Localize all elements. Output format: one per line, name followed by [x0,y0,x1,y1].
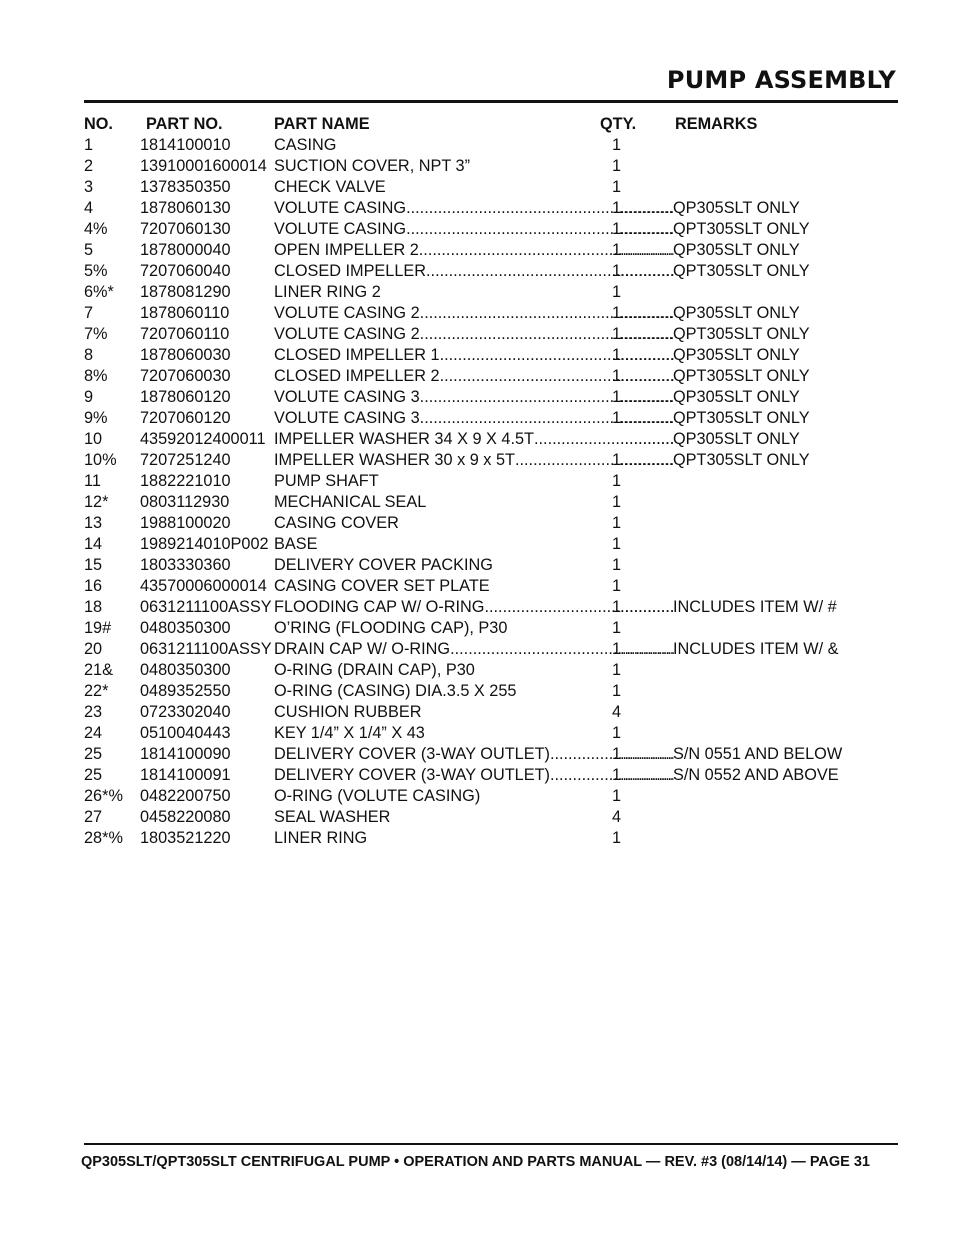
table-row [84,618,864,639]
page-title: PUMP ASSEMBLY [666,66,896,94]
table-row [84,261,864,282]
row-part-name: CHECK VALVE [274,178,386,196]
table-row [84,156,864,177]
row-part-name: DRAIN CAP W/ O-RING [274,640,451,658]
dot-leader-remarks [620,765,673,786]
table-row [84,429,864,450]
row-part-name: SUCTION COVER, NPT 3” [274,157,471,175]
row-part-name: DELIVERY COVER (3-WAY OUTLET) [274,766,550,784]
row-part-name: CASING COVER SET PLATE [274,577,490,595]
dot-leader-remarks [620,303,673,324]
row-no: 28*% [84,829,123,847]
row-remarks: QPT305SLT ONLY [673,262,810,280]
table-row [84,471,864,492]
row-part-no: 1878060130 [140,199,231,217]
row-no: 9 [84,388,94,406]
row-part-no: 0482200750 [140,787,231,805]
table-row [84,492,864,513]
row-no: 7% [84,325,108,343]
table-row [84,828,864,849]
row-part-no: 0723302040 [140,703,231,721]
title-rule [84,100,898,103]
row-qty: 1 [612,619,622,637]
row-qty: 1 [612,241,622,259]
row-part-no: 1878060110 [140,304,230,322]
row-part-no: 1803521220 [140,829,231,847]
row-remarks: QP305SLT ONLY [673,388,800,406]
row-part-name: O-RING (CASING) DIA.3.5 X 255 [274,682,517,700]
dot-leader-remarks [620,219,673,240]
row-remarks: QPT305SLT ONLY [673,325,810,343]
row-qty: 1 [612,409,622,427]
table-row [84,765,864,786]
row-no: 23 [84,703,103,721]
table-row [84,555,864,576]
table-body [84,135,864,849]
page-footer: QP305SLT/QPT305SLT CENTRIFUGAL PUMP • OPERATION AND PARTS MANUAL — REV. #3 (08/14/14) — PAGE 31 [80,1154,870,1170]
row-part-no: 7207060120 [140,409,231,427]
table-row [84,702,864,723]
footer-rule [84,1143,898,1145]
dot-leader-remarks [620,429,673,450]
dot-leader-remarks [620,345,673,366]
row-qty: 4 [612,703,622,721]
row-no: 7 [84,304,94,322]
row-remarks: QP305SLT ONLY [673,430,800,448]
row-part-no: 1878060030 [140,346,231,364]
row-part-name: O-RING (VOLUTE CASING) [274,787,481,805]
row-no: 22* [84,682,109,700]
row-no: 4% [84,220,108,238]
dot-leader-remarks [620,261,673,282]
table-row [84,282,864,303]
table-row [84,198,864,219]
table-row [84,786,864,807]
dot-leader-remarks [620,744,673,765]
row-part-no: 7207060130 [140,220,231,238]
row-part-no: 0480350300 [140,661,231,679]
row-qty: 1 [612,661,622,679]
row-part-no: 1989214010P002 [140,535,269,553]
row-no: 8 [84,346,94,364]
row-part-no: 1878000040 [140,241,231,259]
row-no: 6%* [84,283,114,301]
table-row [84,135,864,156]
row-no: 16 [84,577,103,595]
row-no: 4 [84,199,94,217]
row-qty: 1 [612,598,622,616]
row-part-no: 1814100010 [140,136,231,154]
row-no: 5% [84,262,108,280]
row-no: 24 [84,724,103,742]
row-remarks: QPT305SLT ONLY [673,367,810,385]
row-part-name: CLOSED IMPELLER 1 [274,346,440,364]
row-no: 25 [84,766,103,784]
row-part-no: 43592012400011 [140,430,266,448]
row-qty: 1 [612,367,622,385]
row-no: 2 [84,157,94,175]
row-part-name: O’RING (FLOODING CAP), P30 [274,619,508,637]
row-qty: 1 [612,640,622,658]
row-part-name: OPEN IMPELLER 2 [274,241,419,259]
table-row [84,177,864,198]
table-row [84,576,864,597]
row-qty: 1 [612,577,622,595]
row-qty: 1 [612,556,622,574]
row-qty: 1 [612,787,622,805]
dot-leader-remarks [620,240,673,261]
row-remarks: QP305SLT ONLY [673,241,800,259]
row-part-no: 13910001600014 [140,157,267,175]
row-qty: 1 [612,178,622,196]
row-part-name: KEY 1/4” X 1/4” X 43 [274,724,425,742]
row-part-name: O-RING (DRAIN CAP), P30 [274,661,475,679]
table-row [84,408,864,429]
dot-leader-remarks [620,450,673,471]
dot-leader-remarks [620,387,673,408]
row-remarks: QP305SLT ONLY [673,304,800,322]
row-no: 14 [84,535,103,553]
row-part-name-leader [274,429,674,450]
row-part-name: CASING COVER [274,514,399,532]
row-part-no: 0458220080 [140,808,231,826]
row-no: 5 [84,241,94,259]
row-part-name: BASE [274,535,318,553]
table-row [84,366,864,387]
row-no: 13 [84,514,103,532]
row-part-no: 0510040443 [140,724,231,742]
row-part-no: 1878060120 [140,388,231,406]
row-remarks: INCLUDES ITEM W/ # [673,598,837,616]
row-qty: 1 [612,199,622,217]
row-part-name: VOLUTE CASING [274,220,407,238]
row-qty: 1 [612,682,622,700]
table-header [84,114,864,135]
dot-leader-remarks [620,639,673,660]
row-qty: 1 [612,157,622,175]
row-qty: 1 [612,829,622,847]
row-part-no: 0631211100ASSY [140,598,272,616]
row-part-name: VOLUTE CASING [274,199,407,217]
row-qty: 1 [612,451,622,469]
row-part-name: VOLUTE CASING 2 [274,325,420,343]
row-remarks: S/N 0551 AND BELOW [673,745,843,763]
header-qty: QTY. [600,115,637,133]
dot-leader-remarks [620,597,673,618]
row-no: 10% [84,451,117,469]
row-part-name: SEAL WASHER [274,808,391,826]
row-part-name: CUSHION RUBBER [274,703,422,721]
row-part-name: MECHANICAL SEAL [274,493,427,511]
row-part-no: 7207251240 [140,451,231,469]
row-qty: 1 [612,262,622,280]
row-no: 8% [84,367,108,385]
row-part-name: CLOSED IMPELLER 2 [274,367,440,385]
row-no: 12* [84,493,109,511]
row-part-name: CLOSED IMPELLER [274,262,427,280]
row-no: 19# [84,619,112,637]
dot-leader-remarks [620,366,673,387]
row-qty: 1 [612,346,622,364]
header-part-no: PART NO. [146,115,223,133]
row-qty: 1 [612,724,622,742]
row-part-name: DELIVERY COVER PACKING [274,556,493,574]
table-row [84,345,864,366]
row-qty: 1 [612,325,622,343]
header-part-name: PART NAME [274,115,370,133]
row-part-no: 1378350350 [140,178,231,196]
table-row [84,744,864,765]
row-part-no: 1988100020 [140,514,231,532]
row-part-name: CASING [274,136,337,154]
table-row [84,324,864,345]
row-part-name: IMPELLER WASHER 30 x 9 x 5T [274,451,515,469]
row-part-name: VOLUTE CASING 3 [274,388,420,406]
parts-table [84,114,864,849]
row-no: 18 [84,598,103,616]
dot-leader-remarks [620,198,673,219]
row-part-no: 1814100090 [140,745,231,763]
row-no: 21& [84,661,113,679]
row-no: 9% [84,409,108,427]
table-row [84,660,864,681]
row-no: 20 [84,640,103,658]
row-part-no: 0489352550 [140,682,231,700]
row-no: 10 [84,430,103,448]
row-remarks: QPT305SLT ONLY [673,451,810,469]
row-qty: 4 [612,808,622,826]
row-no: 15 [84,556,103,574]
table-row [84,534,864,555]
row-part-no: 1882221010 [140,472,231,490]
row-part-name: IMPELLER WASHER 34 X 9 X 4.5T [274,430,534,448]
row-part-name: FLOODING CAP W/ O-RING [274,598,485,616]
row-part-no: 1878081290 [140,283,231,301]
row-part-name: LINER RING 2 [274,283,381,301]
row-part-name: LINER RING [274,829,368,847]
row-qty: 1 [612,220,622,238]
row-part-no: 7207060040 [140,262,231,280]
row-remarks: INCLUDES ITEM W/ & [673,640,839,658]
row-qty: 1 [612,745,622,763]
row-qty: 1 [612,388,622,406]
row-qty: 1 [612,283,622,301]
row-remarks: QP305SLT ONLY [673,346,800,364]
table-row [84,597,864,618]
row-remarks: QPT305SLT ONLY [673,409,810,427]
table-row [84,387,864,408]
row-no: 25 [84,745,103,763]
row-part-name: VOLUTE CASING 2 [274,304,420,322]
row-part-name: VOLUTE CASING 3 [274,409,420,427]
row-part-name: PUMP SHAFT [274,472,379,490]
table-row [84,681,864,702]
dot-leader-remarks [620,324,673,345]
table-row [84,240,864,261]
dot-leader-remarks [620,408,673,429]
row-remarks: S/N 0552 AND ABOVE [673,766,839,784]
row-part-no: 7207060110 [140,325,230,343]
table-row [84,450,864,471]
row-no: 3 [84,178,94,196]
header-no: NO. [84,115,113,133]
table-row [84,219,864,240]
row-part-no: 43570006000014 [140,577,267,595]
row-part-name: DELIVERY COVER (3-WAY OUTLET) [274,745,550,763]
row-remarks: QP305SLT ONLY [673,199,800,217]
table-row [84,639,864,660]
row-qty: 1 [612,535,622,553]
row-qty: 1 [612,766,622,784]
row-qty: 1 [612,472,622,490]
row-part-no: 1814100091 [140,766,231,784]
row-part-no: 7207060030 [140,367,231,385]
row-qty: 1 [612,514,622,532]
table-row [84,513,864,534]
row-qty: 1 [612,136,622,154]
row-part-no: 0803112930 [140,493,230,511]
table-row [84,807,864,828]
header-remarks: REMARKS [675,115,758,133]
table-row [84,303,864,324]
row-part-no: 0631211100ASSY [140,640,272,658]
row-no: 27 [84,808,103,826]
row-no: 1 [84,136,94,154]
row-remarks: QPT305SLT ONLY [673,220,810,238]
row-part-no: 0480350300 [140,619,231,637]
row-qty: 1 [612,493,622,511]
row-no: 11 [84,472,101,490]
row-qty: 1 [612,304,622,322]
row-part-no: 1803330360 [140,556,231,574]
table-row [84,723,864,744]
row-no: 26*% [84,787,123,805]
